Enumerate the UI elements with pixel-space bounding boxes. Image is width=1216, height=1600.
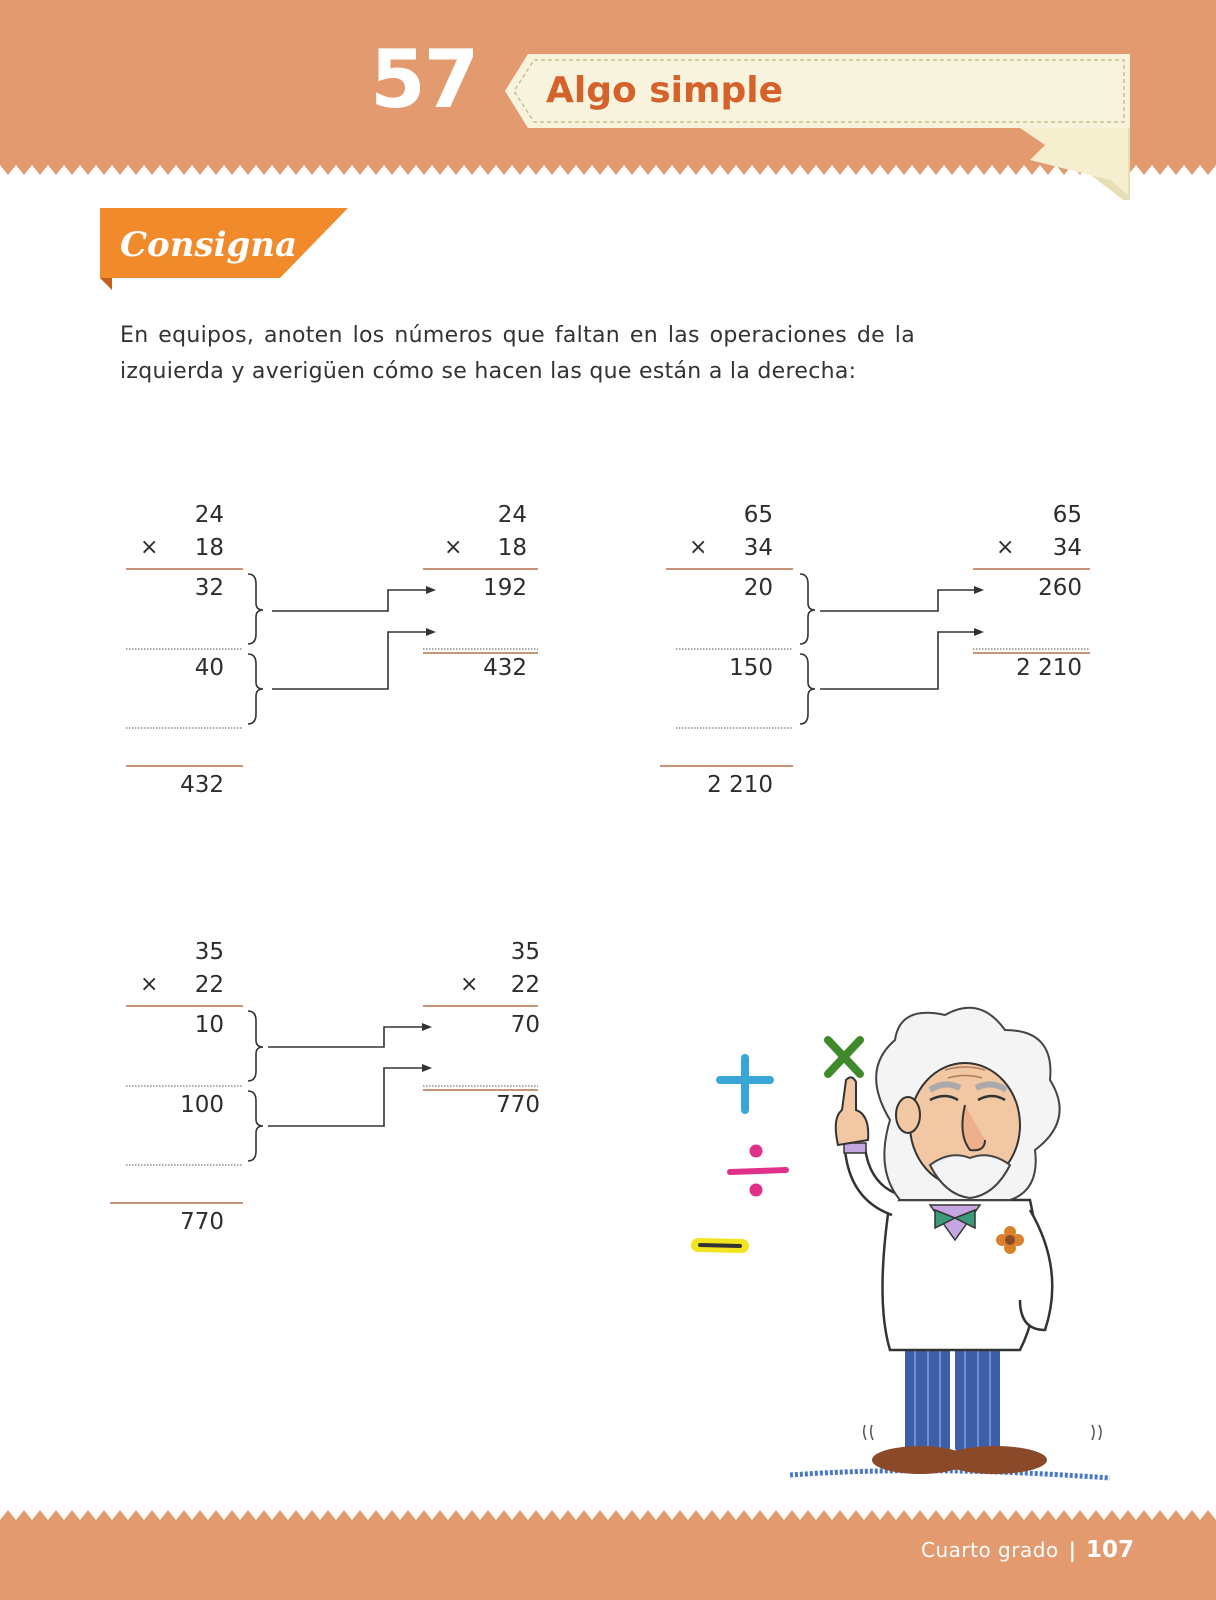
ex2-left-partial1: 20 (743, 575, 773, 601)
ex1-left-total: 432 (180, 772, 224, 798)
ex3-left-total: 770 (180, 1209, 224, 1235)
ex3-left-times-sign: × (140, 972, 159, 997)
ex3-right-multiplicand: 35 (510, 939, 540, 965)
ex3-right-multiplier: 22 (510, 972, 540, 998)
footer-grade: Cuarto grado (921, 1538, 1059, 1562)
ex3-left-multiplier: 22 (194, 972, 224, 998)
lesson-number: 57 (370, 33, 478, 126)
ex2-right-total: 2 210 (1016, 655, 1082, 681)
ex1-left-times-sign: × (140, 535, 159, 560)
ex3-right-times-sign: × (460, 972, 479, 997)
ex2-left-multiplier: 34 (743, 535, 773, 561)
ex2-left-times-sign: × (689, 535, 708, 560)
ex2-right-times-sign: × (996, 535, 1015, 560)
ex1-right-times-sign: × (444, 535, 463, 560)
ex3-right-total: 770 (496, 1092, 540, 1118)
footer-separator: | (1068, 1538, 1076, 1562)
ex1-left-multiplicand: 24 (194, 502, 224, 528)
instructions-text: En equipos, anoten los números que faltan en las operaciones de la izquierda y averigüen cómo se hacen las que están a la derecha: (120, 323, 915, 384)
ex3-right-partial1: 70 (510, 1012, 540, 1038)
ex2-left-partial2: 150 (729, 655, 773, 681)
footer (921, 1537, 1134, 1563)
ex1-left-partial2: 40 (194, 655, 224, 681)
minus-icon (698, 1245, 742, 1246)
page-number: 107 (1085, 1537, 1134, 1563)
ex1-right-partial1: 192 (483, 575, 527, 601)
ex1-right-multiplicand: 24 (497, 502, 527, 528)
ex3-left-multiplicand: 35 (194, 939, 224, 965)
divide-icon (730, 1145, 786, 1196)
ex1-left-partial1: 32 (194, 575, 224, 601)
ex2-right-multiplier: 34 (1052, 535, 1082, 561)
ex1-left-multiplier: 18 (194, 535, 224, 561)
ex1-right-multiplier: 18 (497, 535, 527, 561)
ex2-right-partial1: 260 (1038, 575, 1082, 601)
lesson-title: Algo simple (546, 70, 784, 111)
ex2-left-total: 2 210 (707, 772, 773, 798)
consigna-label: Consigna (120, 225, 298, 265)
ex2-right-multiplicand: 65 (1052, 502, 1082, 528)
ex2-left-multiplicand: 65 (743, 502, 773, 528)
plus-icon (720, 1058, 770, 1110)
ex1-right-total: 432 (483, 655, 527, 681)
scientist-illustration (780, 1000, 1140, 1490)
ex3-left-partial2: 100 (180, 1092, 224, 1118)
ex3-left-partial1: 10 (194, 1012, 224, 1038)
